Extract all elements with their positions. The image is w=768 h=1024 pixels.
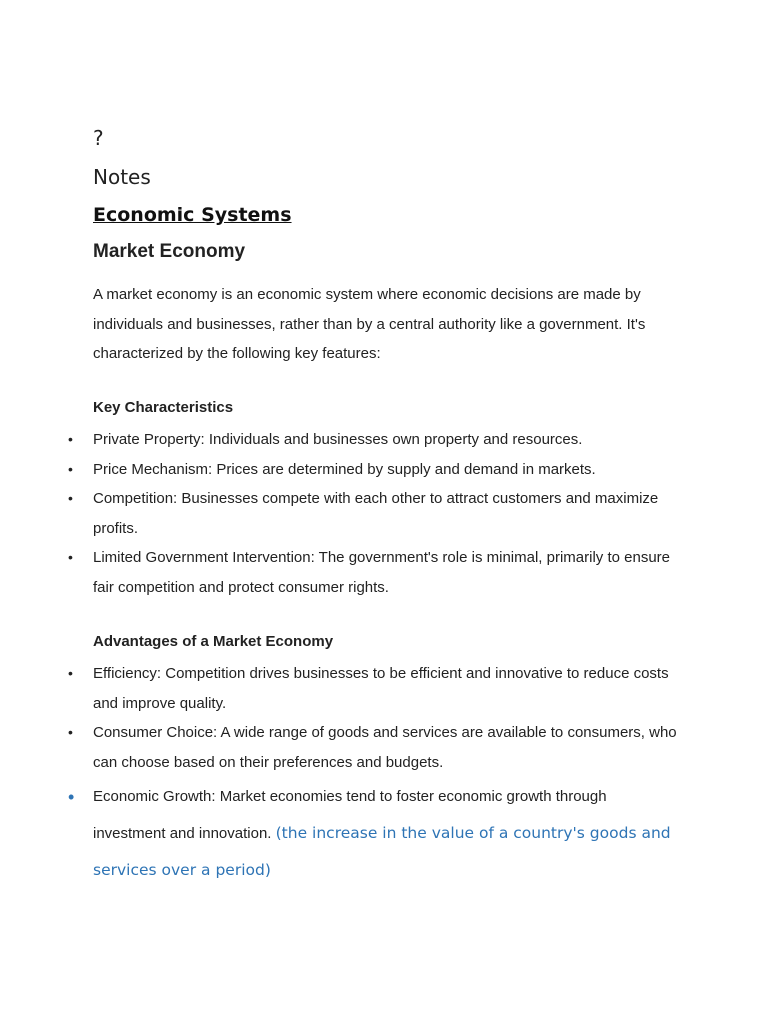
- list-item: • Consumer Choice: A wide range of goods and services are available to consumers, who can choose based on their preferences and budgets.: [93, 718, 683, 777]
- list-item: • Competition: Businesses compete with each other to attract customers and maximize profits.: [93, 484, 683, 543]
- intro-paragraph: A market economy is an economic system where economic decisions are made by individuals and businesses, rather than by a central authority like a government. It's characterized by the following key features:: [93, 286, 646, 362]
- document-title: Economic Systems: [93, 204, 292, 226]
- list-item: • Economic Growth: Market economies tend to foster economic growth through investment and innovation. (the increase in the value of a country's goods and services over a period): [93, 779, 683, 889]
- list-item: • Efficiency: Competition drives businesses to be efficient and innovative to reduce costs and improve quality.: [93, 659, 683, 718]
- bullet-icon: •: [68, 431, 73, 447]
- list-item: • Private Property: Individuals and businesses own property and resources.: [93, 425, 683, 455]
- list-item: • Price Mechanism: Prices are determined by supply and demand in markets.: [93, 455, 683, 485]
- advantages-list: [68, 659, 683, 889]
- section-heading: Market Economy: [93, 241, 246, 262]
- bullet-icon: •: [68, 787, 75, 807]
- notes-label: Notes: [93, 165, 151, 189]
- bullet-icon: •: [68, 460, 73, 477]
- advantages-heading: Advantages of a Market Economy: [93, 633, 334, 650]
- bullet-icon: •: [68, 549, 73, 565]
- question-mark: ?: [93, 126, 104, 150]
- bullet-icon: •: [68, 490, 73, 506]
- key-characteristics-heading: Key Characteristics: [93, 399, 234, 416]
- bullet-icon: •: [68, 665, 73, 681]
- bullet-icon: •: [68, 724, 73, 740]
- growth-annotation: (the increase in the value of a country's goods and services over a period): [93, 824, 671, 879]
- list-item: • Limited Government Intervention: The government's role is minimal, primarily to ensure fair competition and protect consumer rights.: [93, 543, 683, 602]
- key-characteristics-list: [68, 425, 683, 602]
